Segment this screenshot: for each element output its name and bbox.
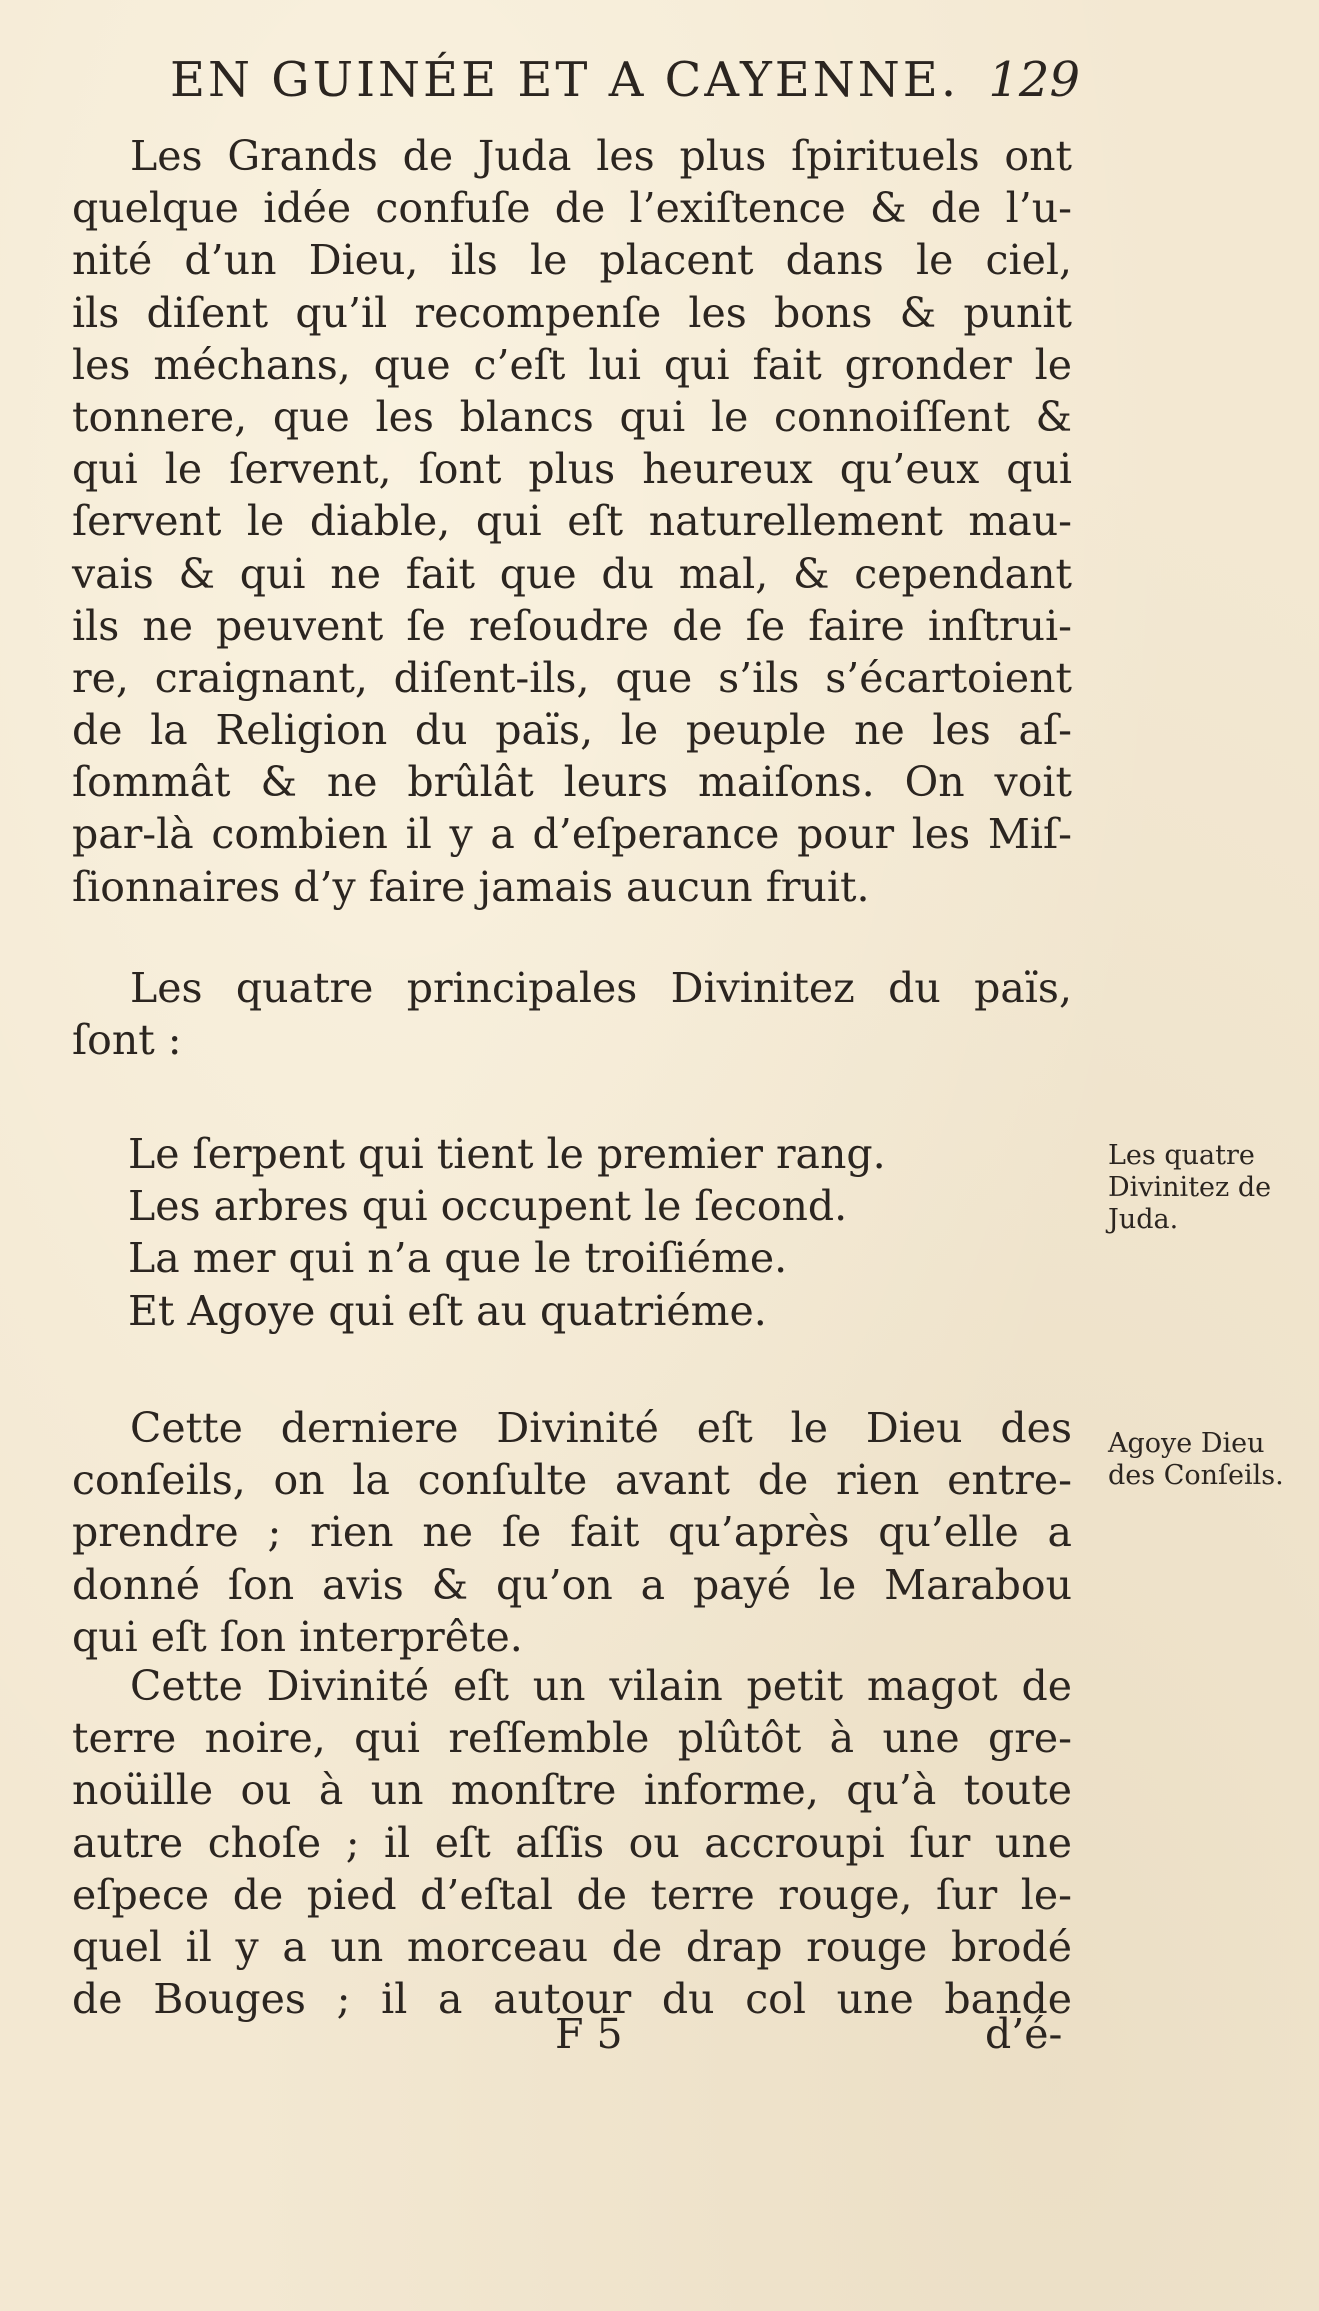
text-line: quelque idée confuſe de l’exiſtence & de l’u- <box>72 184 1072 233</box>
text-line: terre noire, qui reſſemble plûtôt à une gre- <box>72 1714 1072 1763</box>
margin-note-line: des Conſeils. <box>1108 1460 1284 1491</box>
text-line: qui eſt ſon interprête. <box>72 1612 523 1661</box>
page-header <box>170 52 1100 122</box>
text-line: vais & qui ne fait que du mal, & cependant <box>72 549 1072 598</box>
catchword: d’é- <box>985 2010 1063 2058</box>
text-line: autre choſe ; il eſt aſſis ou accroupi ſur une <box>72 1818 1072 1867</box>
text-line: re, craignant, diſent-ils, que s’ils s’écartoient <box>72 653 1072 702</box>
paragraph-vilain-magot <box>72 1660 1072 2025</box>
margin-note-line: Agoye Dieu <box>1108 1428 1265 1459</box>
text-line: donné ſon avis & qu’on a payé le Marabou <box>72 1560 1072 1609</box>
list-item: Le ſerpent qui tient le premier rang. <box>128 1130 886 1178</box>
page-number: 129 <box>988 52 1080 108</box>
text-line: ils ne peuvent ſe reſoudre de ſe faire inſtrui- <box>72 601 1072 650</box>
margin-note-line: Les quatre <box>1108 1140 1255 1171</box>
text-line: noüille ou à un monſtre informe, qu’à toute <box>72 1766 1072 1815</box>
paragraph-derniere-divinite <box>72 1402 1072 1663</box>
text-line: ſont : <box>72 1016 182 1065</box>
text-line: de Bouges ; il a autour du col une bande <box>72 1975 1072 2024</box>
text-line: Les Grands de Juda les plus ſpirituels ont <box>130 132 1072 180</box>
list-item: La mer qui n’a que le troiſiéme. <box>128 1234 788 1283</box>
text-line: Cette Divinité eſt un vilain petit magot de <box>130 1662 1072 1710</box>
text-line: ils diſent qu’il recompenſe les bons & punit <box>72 288 1072 337</box>
margin-note-line: Juda. <box>1108 1204 1179 1235</box>
text-line: conſeils, on la conſulte avant de rien entre- <box>72 1456 1072 1505</box>
text-line: nité d’un Dieu, ils le placent dans le ciel, <box>72 236 1072 285</box>
list-item: Et Agoye qui eſt au quatriéme. <box>128 1286 767 1335</box>
margin-note-line: Divinitez de <box>1108 1172 1272 1203</box>
text-line: Cette derniere Divinité eſt le Dieu des <box>130 1404 1072 1452</box>
divinities-list <box>128 1128 1008 1337</box>
signature-mark: F 5 <box>555 2010 623 2058</box>
text-line: ſervent le diable, qui eſt naturellement mau- <box>72 497 1072 546</box>
paragraph-grands-de-juda <box>72 130 1072 913</box>
list-item: Les arbres qui occupent le ſecond. <box>128 1182 848 1231</box>
text-line: prendre ; rien ne ſe fait qu’après qu’elle a <box>72 1508 1072 1557</box>
margin-note-agoye <box>1108 1428 1318 1492</box>
text-line: Les quatre principales Divinitez du païs, <box>130 964 1072 1012</box>
text-line: qui le ſervent, ſont plus heureux qu’eux qui <box>72 445 1072 494</box>
text-line: de la Religion du païs, le peuple ne les aſ- <box>72 706 1072 755</box>
running-title: EN GUINÉE ET A CAYENNE. <box>170 52 960 108</box>
text-line: tonnere, que les blancs qui le connoiſſent & <box>72 392 1072 441</box>
paragraph-quatre-divinitez <box>72 962 1072 1066</box>
text-line: ſionnaires d’y faire jamais aucun fruit. <box>72 862 870 911</box>
text-line: quel il y a un morceau de drap rouge brodé <box>72 1922 1072 1971</box>
text-line: les méchans, que c’eſt lui qui fait gronder le <box>72 340 1072 389</box>
text-line: par-là combien il y a d’eſperance pour les Miſ- <box>72 810 1072 859</box>
text-line: ſommât & ne brûlât leurs maiſons. On voit <box>72 758 1072 807</box>
text-line: eſpece de pied d’eſtal de terre rouge, ſur le- <box>72 1870 1072 1919</box>
margin-note-quatre-divinitez <box>1108 1140 1318 1236</box>
